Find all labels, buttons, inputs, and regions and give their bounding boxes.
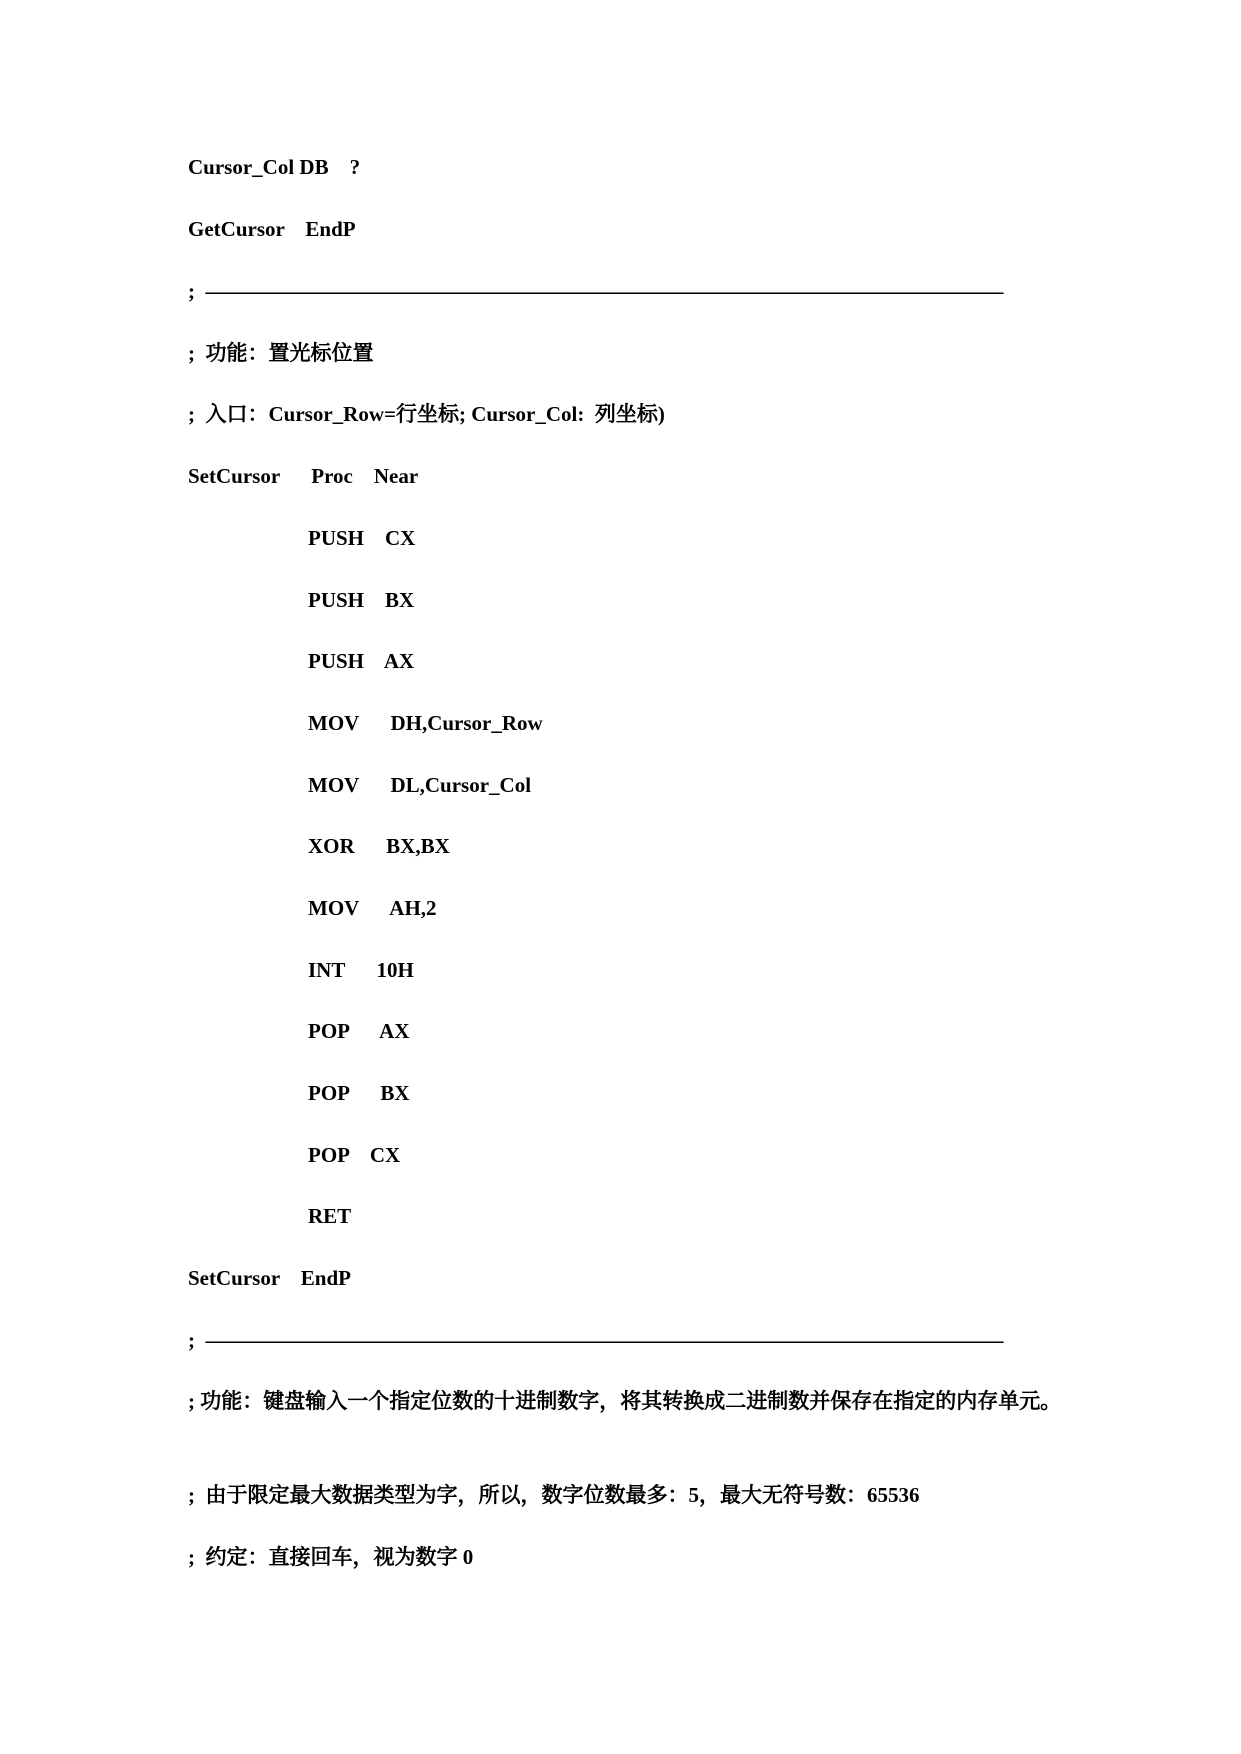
separator-line: ; ——————————————————————————————————————: [188, 279, 1004, 303]
code-line-xor-bx: XOR BX,BX: [308, 834, 450, 858]
comment-entry: ; 入口：Cursor_Row=行坐标; Cursor_Col: 列坐标): [188, 402, 665, 426]
code-line-getcursor-endp: GetCursor EndP: [188, 217, 356, 241]
comment-convention: ; 约定：直接回车，视为数字 0: [188, 1545, 474, 1569]
code-line-pop-bx: POP BX: [308, 1081, 410, 1105]
code-line-int-10h: INT 10H: [308, 958, 414, 982]
code-line-setcursor-endp: SetCursor EndP: [188, 1266, 351, 1290]
code-line-pop-cx: POP CX: [308, 1143, 401, 1167]
code-line-push-cx: PUSH CX: [308, 526, 416, 550]
code-line-mov-dl: MOV DL,Cursor_Col: [308, 773, 532, 797]
code-line-push-bx: PUSH BX: [308, 588, 415, 612]
comment-max-digits: ; 由于限定最大数据类型为字，所以，数字位数最多：5，最大无符号数：65536: [188, 1483, 920, 1507]
code-line-ret: RET: [308, 1204, 352, 1228]
code-line-cursor-col-db: Cursor_Col DB ?: [188, 155, 361, 179]
comment-keyboard-input: ; 功能：键盘输入一个指定位数的十进制数字，将其转换成二进制数并保存在指定的内存单元。: [188, 1389, 1062, 1413]
code-line-mov-dh: MOV DH,Cursor_Row: [308, 711, 543, 735]
code-line-mov-ah: MOV AH,2: [308, 896, 437, 920]
code-line-setcursor-proc: SetCursor Proc Near: [188, 464, 419, 488]
code-line-pop-ax: POP AX: [308, 1019, 410, 1043]
code-line-push-ax: PUSH AX: [308, 649, 415, 673]
separator-line: ; ——————————————————————————————————————: [188, 1328, 1004, 1352]
comment-function: ; 功能：置光标位置: [188, 341, 374, 365]
